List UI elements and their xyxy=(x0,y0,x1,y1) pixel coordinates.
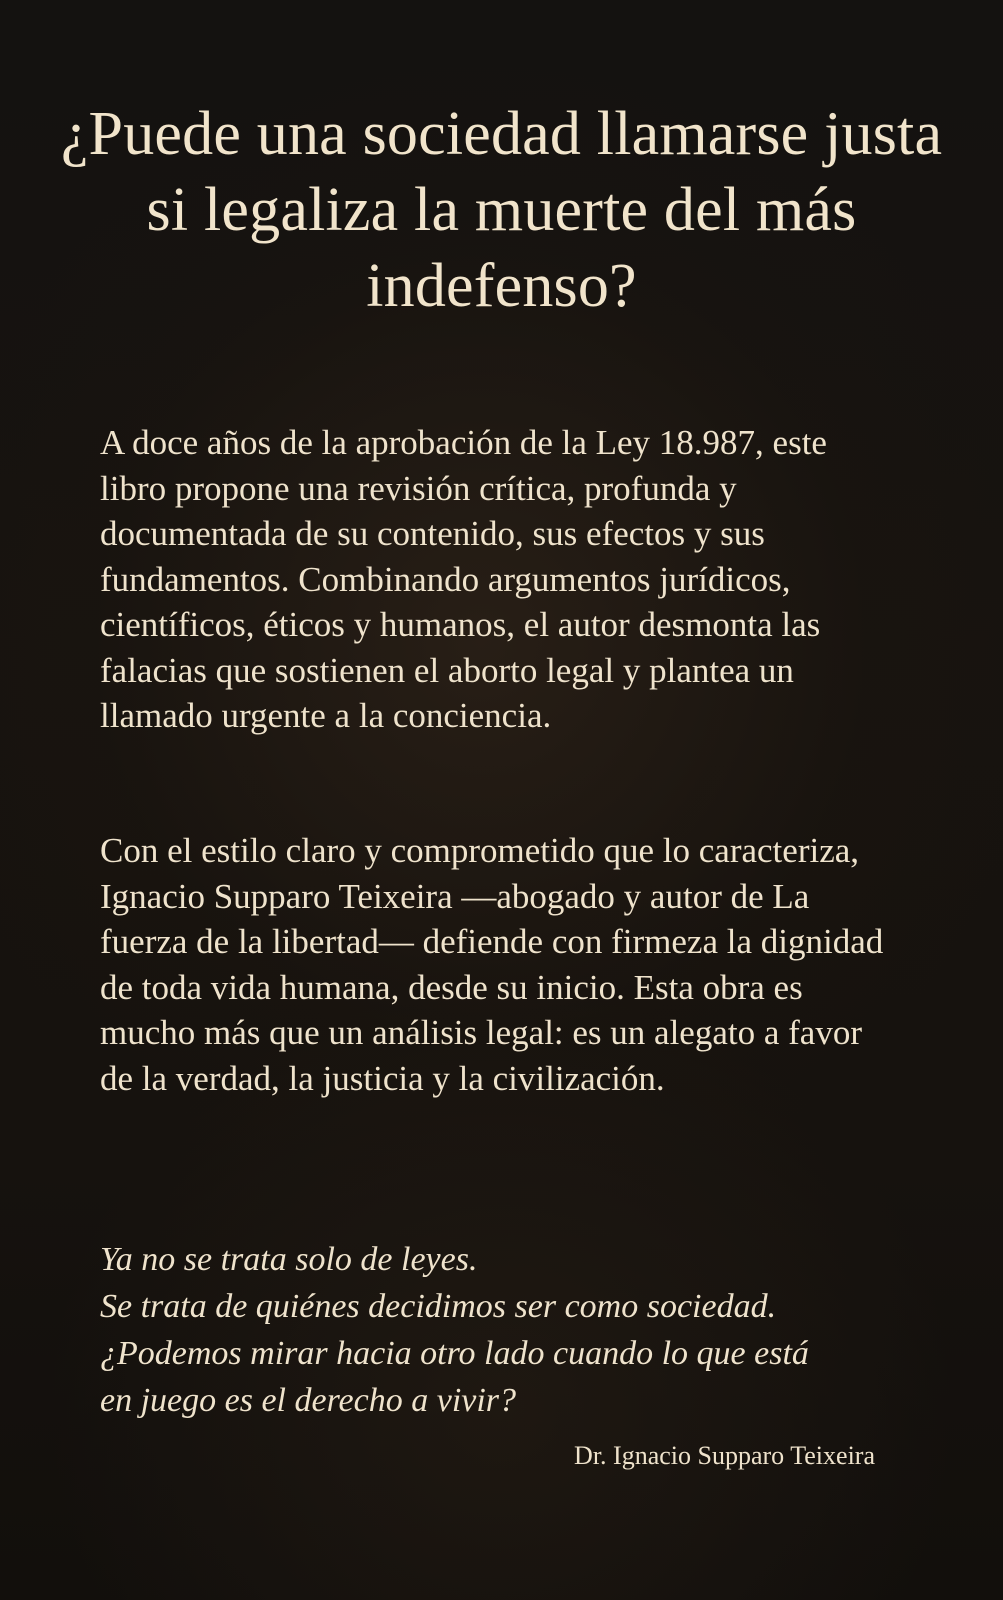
cover-headline: ¿Puede una sociedad llamarse justa si legaliza la muerte del más indefenso? xyxy=(60,100,943,320)
author-signature: Dr. Ignacio Supparo Teixeira xyxy=(574,1441,875,1470)
author-paragraph: Con el estilo claro y comprometido que lo caracteriza, Ignacio Supparo Teixeira —abogado y autor de La fuerza de la libertad— defiende con firmeza la dignidad de toda vida humana, desde su inicio. Esta obra es mucho más que un análisis legal: es un alegato a favor de la verdad, la justicia y la civilización. xyxy=(100,831,884,1098)
quote-line: ¿Podemos mirar hacia otro lado cuando lo que está xyxy=(100,1335,809,1372)
quote-line: Se trata de quiénes decidimos ser como sociedad. xyxy=(100,1288,777,1325)
synopsis-paragraph: A doce años de la aprobación de la Ley 18.987, este libro propone una revisión crítica, profunda y documentada de su contenido, sus efectos y sus fundamentos. Combinando argumentos jurídicos, científicos, éticos y humanos, el autor desmonta las falacias que sostienen el aborto legal y plantea un llamado urgente a la conciencia. xyxy=(100,423,827,735)
quote-line: Ya no se trata solo de leyes. xyxy=(100,1241,478,1278)
quote-line: en juego es el derecho a vivir? xyxy=(100,1382,517,1419)
closing-quote xyxy=(100,1236,920,1424)
